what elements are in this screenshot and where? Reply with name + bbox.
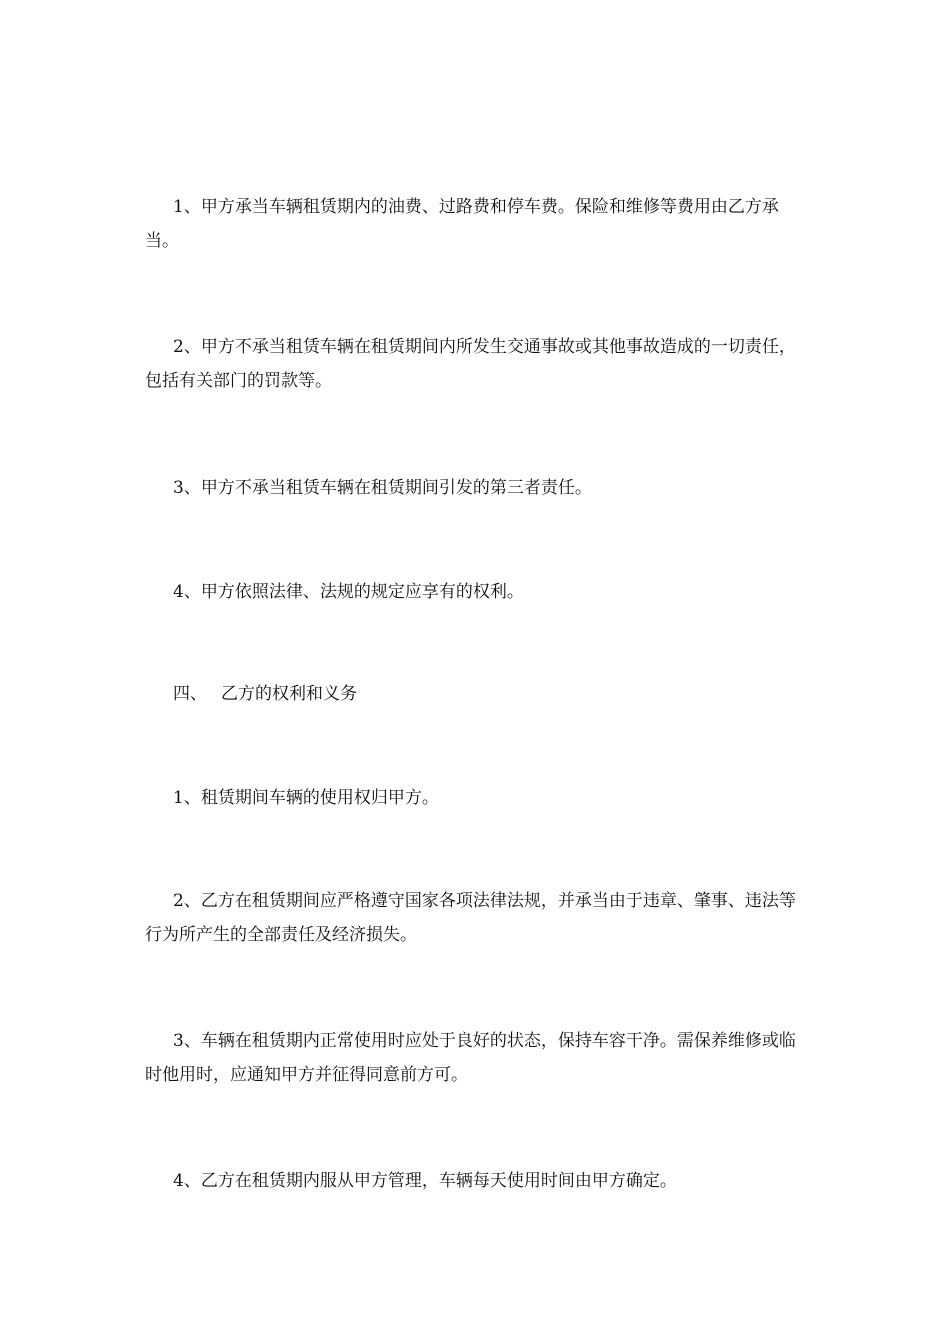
clause-party-a-2: 2、甲方不承当租赁车辆在租赁期间内所发生交通事故或其他事故造成的一切责任，包括有关部门的罚款等。 <box>145 337 796 391</box>
clause-party-a-3: 3、甲方不承当租赁车辆在租赁期间引发的第三者责任。 <box>173 478 592 498</box>
clause-party-b-1: 1、租赁期间车辆的使用权归甲方。 <box>173 788 439 808</box>
clause-party-a-4: 4、甲方依照法律、法规的规定应享有的权利。 <box>173 582 524 602</box>
section-title: 乙方的权利和义务 <box>221 684 357 704</box>
clause-party-b-2: 2、乙方在租赁期间应严格遵守国家各项法律法规，并承当由于违章、肇事、违法等行为所产生的全部责任及经济损失。 <box>145 891 796 945</box>
clause-party-b-4: 4、乙方在租赁期内服从甲方管理，车辆每天使用时间由甲方确定。 <box>173 1171 677 1191</box>
clause-party-a-1: 1、甲方承当车辆租赁期内的油费、过路费和停车费。保险和维修等费用由乙方承当。 <box>145 197 779 251</box>
section-heading-4 <box>173 677 357 711</box>
clause-party-b-3: 3、车辆在租赁期内正常使用时应处于良好的状态，保持车容干净。需保养维修或临时他用时，应通知甲方并征得同意前方可。 <box>145 1031 796 1085</box>
section-number: 四、 <box>173 684 207 704</box>
